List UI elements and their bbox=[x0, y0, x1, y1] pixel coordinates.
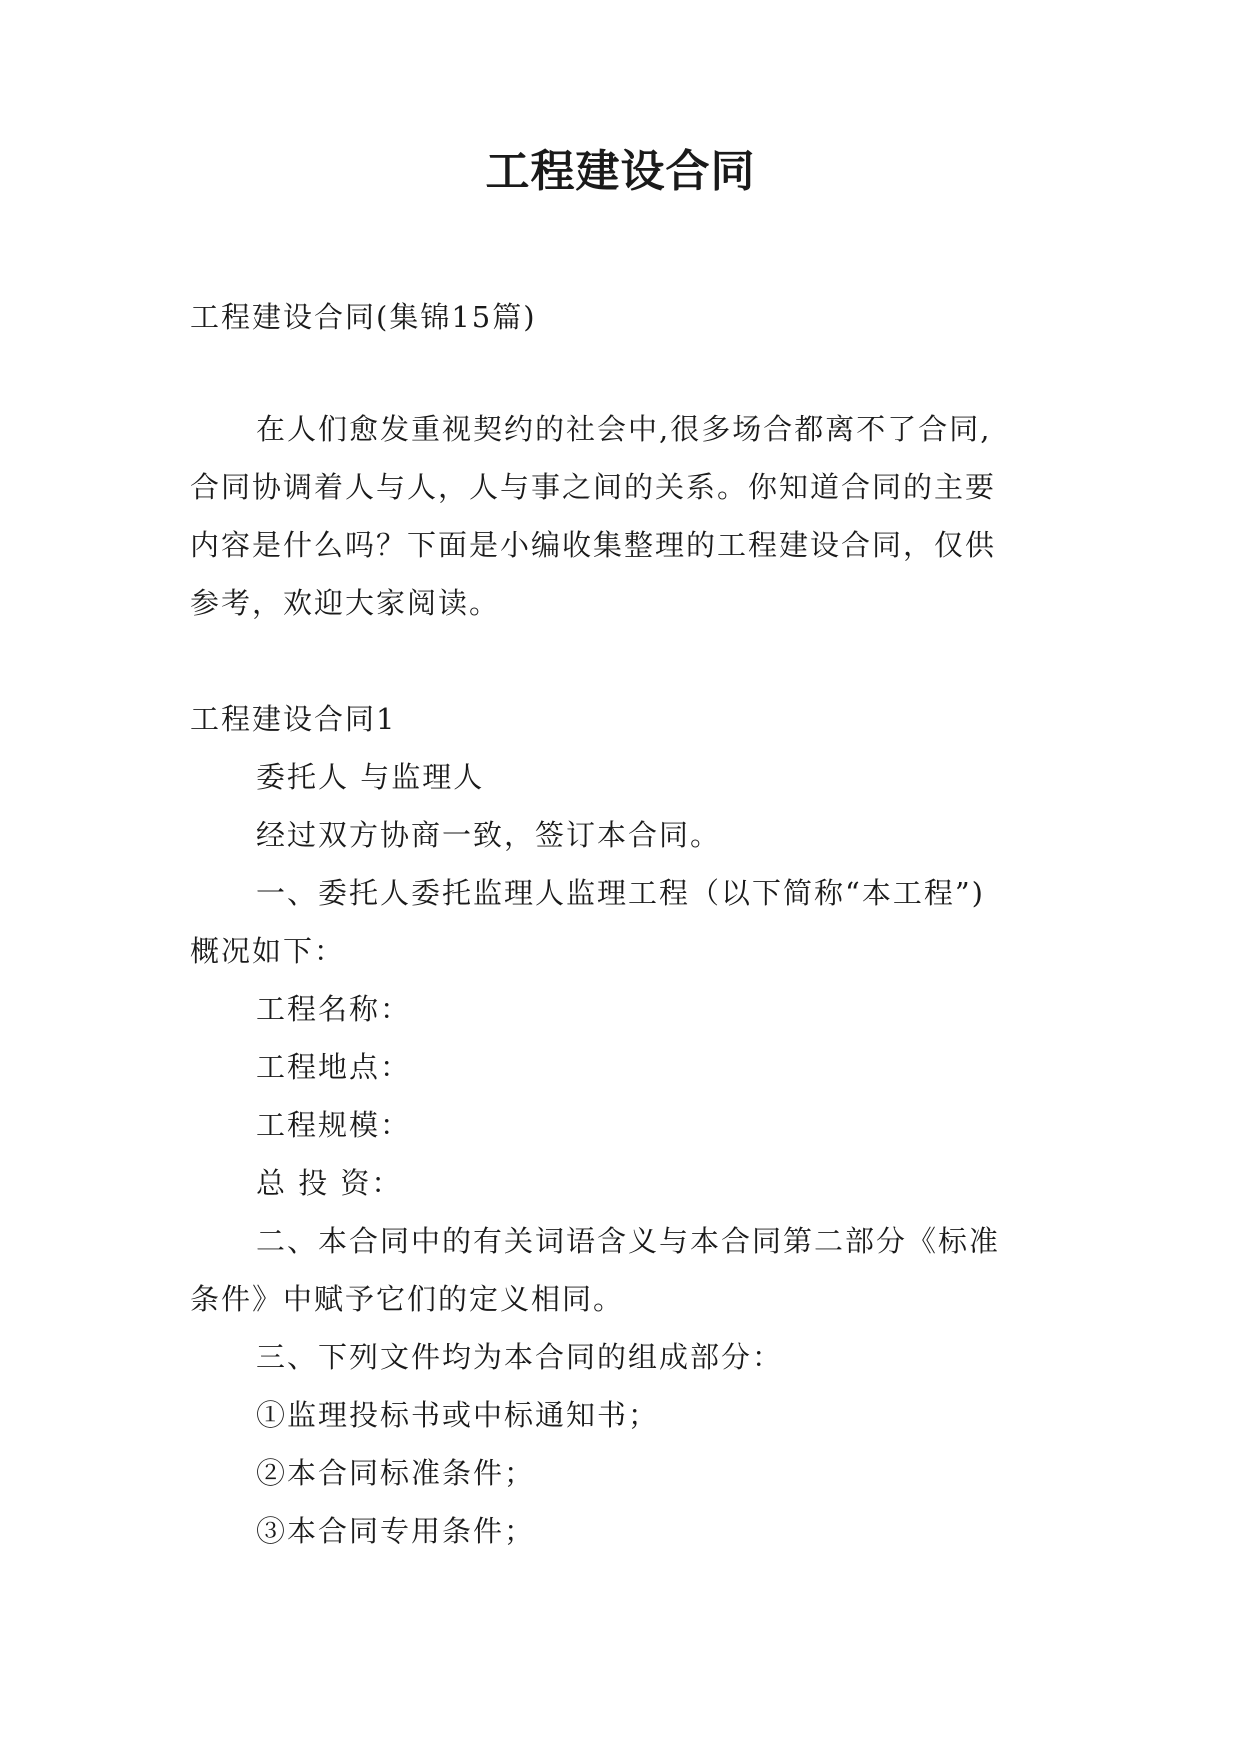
intro-line: 内容是什么吗？下面是小编收集整理的工程建设合同，仅供 bbox=[190, 528, 997, 562]
project-location-field: 工程地点： bbox=[256, 1050, 412, 1084]
agreement-line: 经过双方协商一致，签订本合同。 bbox=[256, 818, 722, 852]
intro-line: 在人们愈发重视契约的社会中,很多场合都离不了合同, bbox=[256, 412, 992, 446]
project-scale-field: 工程规模： bbox=[256, 1108, 412, 1142]
intro-paragraph bbox=[190, 400, 1070, 632]
section-heading: 工程建设合同1 bbox=[190, 702, 397, 736]
parties-line: 委托人 与监理人 bbox=[256, 760, 485, 794]
clause-2-continuation: 条件》中赋予它们的定义相同。 bbox=[190, 1282, 625, 1316]
document-subtitle: 工程建设合同(集锦15篇) bbox=[190, 300, 537, 334]
total-investment-field: 总 投 资： bbox=[256, 1166, 403, 1200]
contract-section-1 bbox=[190, 690, 1070, 1560]
document-list-item: ③本合同专用条件； bbox=[256, 1514, 536, 1548]
intro-line: 合同协调着人与人，人与事之间的关系。你知道合同的主要 bbox=[190, 470, 997, 504]
clause-3-line: 三、下列文件均为本合同的组成部分： bbox=[256, 1340, 784, 1374]
clause-1-line: 一、委托人委托监理人监理工程（以下简称“本工程”) bbox=[256, 876, 985, 910]
clause-2-line: 二、本合同中的有关词语含义与本合同第二部分《标准 bbox=[256, 1224, 1001, 1258]
document-title: 工程建设合同 bbox=[485, 146, 756, 197]
intro-line: 参考，欢迎大家阅读。 bbox=[190, 586, 501, 620]
document-list-item: ①监理投标书或中标通知书； bbox=[256, 1398, 660, 1432]
project-name-field: 工程名称： bbox=[256, 992, 412, 1026]
clause-1-continuation: 概况如下： bbox=[190, 934, 346, 968]
document-list-item: ②本合同标准条件； bbox=[256, 1456, 536, 1490]
